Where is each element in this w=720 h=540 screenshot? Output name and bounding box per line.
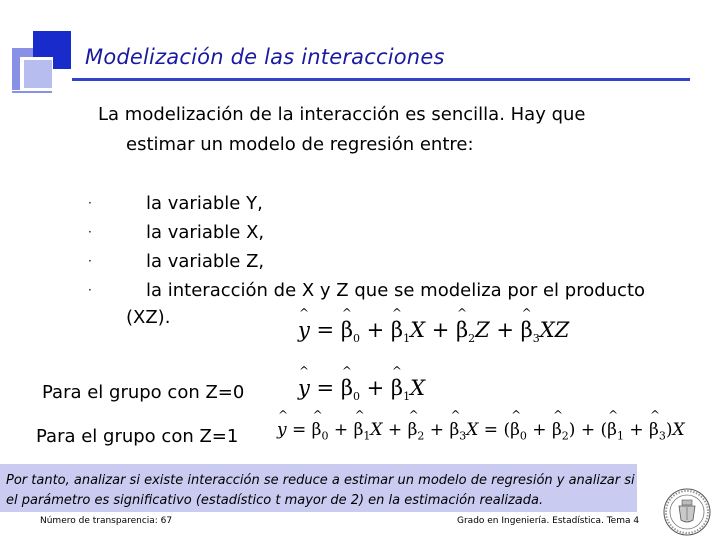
title-underline [72,78,690,81]
list-item: la interacción de X y Z que se modeliza por el producto [146,280,646,301]
list-item: la variable Y, [146,193,263,214]
intro-line-2: estimar un modelo de regresión entre: [126,134,474,155]
group-z1-label: Para el grupo con Z=1 [36,426,239,447]
university-seal-icon [663,488,711,536]
full-model-equation: ^ y = ^ $\beta_0$ + ^ $\beta_1X$ + ^ $\beta_2Z$ + ^ $\beta_3XZ$ [298,318,569,345]
course-footer: Grado en Ingeniería. Estadística. Tema 4 [457,516,640,526]
intro-line-1: La modelización de la interacción es sencilla. Hay que [98,104,586,125]
list-item: la variable X, [146,222,265,243]
bullet-dot: · [88,254,92,268]
bullet-dot: · [88,283,92,297]
slide-number: Número de transparencia: 67 [40,516,173,526]
group-z0-equation: ^ y = ^ $\beta_0$ + ^ $\beta_1X$ [298,376,425,403]
decor-square-inner [24,60,52,88]
bullet-dot: · [88,225,92,239]
group-z0-label: Para el grupo con Z=0 [42,382,245,403]
group-z1-equation: ^ y = ^ $\beta_0$ + ^ $\beta_1X$ + ^ $\beta_2$ + ^ $\beta_3X$ = (^ $\beta_0$ + ^ $\beta_2$) + (^ $\beta_1$ + ^ $\beta_3)X$ [277,420,685,442]
note-text: Por tanto, analizar si existe interacción se reduce a estimar un modelo de regresión y analizar si el parámetro es significativo (estadístico t mayor de 2) en la estimación realizada. [6,473,635,508]
list-item: la variable Z, [146,251,265,272]
slide-title: Modelización de las interacciones [85,45,445,69]
decor-line [12,91,52,93]
bullet-dot: · [88,196,92,210]
list-item-continuation: (XZ). [126,307,171,328]
